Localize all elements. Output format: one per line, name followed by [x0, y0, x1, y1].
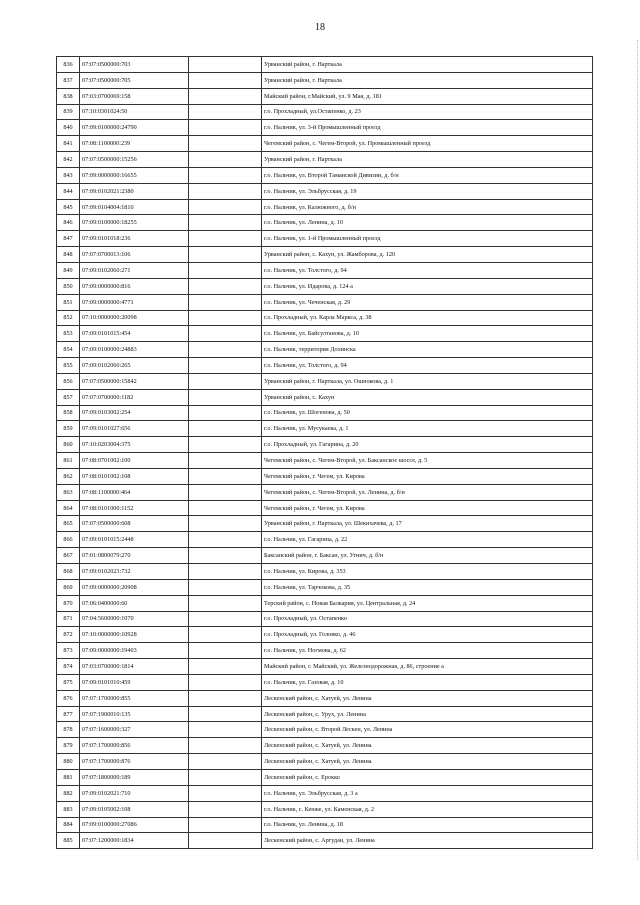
- table-row: [57, 373, 593, 389]
- row-number-cell: 850: [57, 278, 80, 294]
- cadastral-number-cell: 07:08:1100000:464: [80, 484, 189, 500]
- table-row: [57, 801, 593, 817]
- row-number-cell: 873: [57, 643, 80, 659]
- cadastral-number-cell: 07:07:0500000:608: [80, 516, 189, 532]
- cadastral-number-cell: 07:09:0100000:24790: [80, 120, 189, 136]
- cadastral-number-cell: 07:09:0000000:16655: [80, 167, 189, 183]
- row-number-cell: 874: [57, 659, 80, 675]
- table-row: [57, 294, 593, 310]
- table-row: [57, 183, 593, 199]
- address-cell: г.о. Нальчик, ул. Чеченская, д. 29: [262, 294, 593, 310]
- cadastral-number-cell: 07:10:0301024:50: [80, 104, 189, 120]
- row-number-cell: 838: [57, 88, 80, 104]
- cadastral-number-cell: 07:09:0102021:710: [80, 785, 189, 801]
- cadastral-number-cell: 07:04:5600000:1070: [80, 611, 189, 627]
- empty-cell: [189, 88, 262, 104]
- address-cell: г.о. Нальчик, ул. Второй Таманской Дивизии, д. б/н: [262, 167, 593, 183]
- row-number-cell: 884: [57, 817, 80, 833]
- empty-cell: [189, 801, 262, 817]
- address-cell: Лескенский район, с. Ерокко: [262, 769, 593, 785]
- cadastral-number-cell: 07:09:0101010:459: [80, 674, 189, 690]
- row-number-cell: 867: [57, 548, 80, 564]
- address-cell: Урванский район, г. Нарткала, ул. Шекихачева, д. 17: [262, 516, 593, 532]
- cadastral-number-cell: 07:03:0700000:1814: [80, 659, 189, 675]
- address-cell: г.о. Нальчик, ул. Гагарина, д. 22: [262, 532, 593, 548]
- cadastral-number-cell: 07:07:0500000:703: [80, 57, 189, 73]
- address-cell: Чегемский район, с. Чегем-Второй, ул. Ленина, д. б/н: [262, 484, 593, 500]
- empty-cell: [189, 421, 262, 437]
- cadastral-number-cell: 07:09:0000000:19403: [80, 643, 189, 659]
- table-row: [57, 167, 593, 183]
- cadastral-number-cell: 07:09:0101015:2448: [80, 532, 189, 548]
- row-number-cell: 879: [57, 738, 80, 754]
- address-cell: г.о. Нальчик, ул. Калюжного, д. б/н: [262, 199, 593, 215]
- table-row: [57, 57, 593, 73]
- address-cell: г.о. Нальчик, ул. Толстого, д. 94: [262, 262, 593, 278]
- empty-cell: [189, 199, 262, 215]
- row-number-cell: 845: [57, 199, 80, 215]
- cadastral-number-cell: 07:06:0400000:60: [80, 595, 189, 611]
- cadastral-number-cell: 07:01:0800079:270: [80, 548, 189, 564]
- empty-cell: [189, 373, 262, 389]
- row-number-cell: 885: [57, 833, 80, 849]
- cadastral-number-cell: 07:07:0700013:106: [80, 247, 189, 263]
- empty-cell: [189, 72, 262, 88]
- table-row: [57, 120, 593, 136]
- address-cell: Чегемский район, г. Чегем, ул. Кирова: [262, 468, 593, 484]
- cadastral-number-cell: 07:07:0700000:1182: [80, 389, 189, 405]
- table-row: [57, 516, 593, 532]
- table-row: [57, 468, 593, 484]
- row-number-cell: 880: [57, 754, 80, 770]
- row-number-cell: 841: [57, 136, 80, 152]
- address-cell: г.о. Прохладный, ул. Карла Маркса, д. 38: [262, 310, 593, 326]
- empty-cell: [189, 104, 262, 120]
- table-row: [57, 215, 593, 231]
- cadastral-number-cell: 07:07:1900010:135: [80, 706, 189, 722]
- scan-edge-marks: [634, 40, 638, 860]
- row-number-cell: 843: [57, 167, 80, 183]
- address-cell: г.о. Прохладный, ул. Гагарина, д. 20: [262, 437, 593, 453]
- address-cell: Чегемский район, г. Чегем, ул. Кирова: [262, 500, 593, 516]
- address-cell: г.о. Нальчик, ул. Толстого, д. 94: [262, 358, 593, 374]
- cadastral-number-cell: 07:09:0000000:20908: [80, 579, 189, 595]
- row-number-cell: 842: [57, 152, 80, 168]
- cadastral-number-cell: 07:07:1700000:855: [80, 690, 189, 706]
- address-cell: г.о. Прохладный, ул. Остапенко: [262, 611, 593, 627]
- cadastral-number-cell: 07:09:0100000:18255: [80, 215, 189, 231]
- table-row: [57, 262, 593, 278]
- cadastral-number-cell: 07:09:0102060:271: [80, 262, 189, 278]
- row-number-cell: 869: [57, 579, 80, 595]
- table-row: [57, 88, 593, 104]
- empty-cell: [189, 690, 262, 706]
- table-row: [57, 674, 593, 690]
- empty-cell: [189, 484, 262, 500]
- empty-cell: [189, 167, 262, 183]
- address-cell: г.о. Нальчик, ул. Тарчокова, д. 35: [262, 579, 593, 595]
- address-cell: Чегемский район, с. Чегем-Второй, ул. Промышленный проезд: [262, 136, 593, 152]
- row-number-cell: 871: [57, 611, 80, 627]
- address-cell: г.о. Нальчик, ул. Байсултанова, д. 10: [262, 326, 593, 342]
- empty-cell: [189, 294, 262, 310]
- empty-cell: [189, 326, 262, 342]
- table-row: [57, 405, 593, 421]
- cadastral-number-cell: 07:09:0101015:454: [80, 326, 189, 342]
- empty-cell: [189, 468, 262, 484]
- row-number-cell: 870: [57, 595, 80, 611]
- table-row: [57, 310, 593, 326]
- row-number-cell: 851: [57, 294, 80, 310]
- cadastral-number-cell: 07:08:1100000:239: [80, 136, 189, 152]
- row-number-cell: 868: [57, 564, 80, 580]
- row-number-cell: 859: [57, 421, 80, 437]
- address-cell: Терский район, с. Новая Балкария, ул. Центральная, д. 24: [262, 595, 593, 611]
- cadastral-number-cell: 07:09:0102021:2380: [80, 183, 189, 199]
- table-row: [57, 706, 593, 722]
- table-row: [57, 231, 593, 247]
- empty-cell: [189, 785, 262, 801]
- address-cell: Лескенский район, с. Хатуей, ул. Ленина: [262, 738, 593, 754]
- empty-cell: [189, 136, 262, 152]
- empty-cell: [189, 120, 262, 136]
- empty-cell: [189, 595, 262, 611]
- table-row: [57, 437, 593, 453]
- cadastral-number-cell: 07:09:0103002:254: [80, 405, 189, 421]
- empty-cell: [189, 532, 262, 548]
- table-row: [57, 326, 593, 342]
- table-row: [57, 152, 593, 168]
- empty-cell: [189, 611, 262, 627]
- cadastral-number-cell: 07:07:1800000:189: [80, 769, 189, 785]
- address-cell: Лескенский район, с. Второй Лескен, ул. Ленина: [262, 722, 593, 738]
- address-cell: г.о. Нальчик, ул. Ленина, д. 18: [262, 817, 593, 833]
- row-number-cell: 853: [57, 326, 80, 342]
- empty-cell: [189, 722, 262, 738]
- empty-cell: [189, 389, 262, 405]
- empty-cell: [189, 548, 262, 564]
- address-cell: Майский район, г. Майский, ул. Железнодорожная, д. 86, строение а: [262, 659, 593, 675]
- empty-cell: [189, 183, 262, 199]
- row-number-cell: 881: [57, 769, 80, 785]
- cadastral-number-cell: 07:08:0101002:108: [80, 468, 189, 484]
- empty-cell: [189, 659, 262, 675]
- cadastral-number-cell: 07:09:0102060:265: [80, 358, 189, 374]
- row-number-cell: 839: [57, 104, 80, 120]
- table-row: [57, 421, 593, 437]
- table-row: [57, 579, 593, 595]
- empty-cell: [189, 57, 262, 73]
- table-row: [57, 833, 593, 849]
- row-number-cell: 844: [57, 183, 80, 199]
- row-number-cell: 878: [57, 722, 80, 738]
- cadastral-number-cell: 07:07:1200000:1834: [80, 833, 189, 849]
- row-number-cell: 856: [57, 373, 80, 389]
- table-row: [57, 136, 593, 152]
- table-row: [57, 690, 593, 706]
- empty-cell: [189, 833, 262, 849]
- address-cell: г.о. Нальчик, ул. 1-й Промышленный проезд: [262, 231, 593, 247]
- page-number: 18: [315, 22, 325, 33]
- address-cell: Лескенский район, с. Хатуей, ул. Ленина: [262, 690, 593, 706]
- cadastral-number-cell: 07:10:0000000:10928: [80, 627, 189, 643]
- empty-cell: [189, 500, 262, 516]
- address-cell: Урванский район, г. Нарткала: [262, 72, 593, 88]
- table-row: [57, 389, 593, 405]
- cadastral-number-cell: 07:10:0000000:20098: [80, 310, 189, 326]
- row-number-cell: 847: [57, 231, 80, 247]
- empty-cell: [189, 643, 262, 659]
- table-row: [57, 484, 593, 500]
- table-row: [57, 564, 593, 580]
- address-cell: г.о. Прохладный, ул. Головко, д. 46: [262, 627, 593, 643]
- address-cell: г.о. Нальчик, с. Кенже, ул. Каменская, д. 2: [262, 801, 593, 817]
- address-cell: г.о. Нальчик, ул. Ногмова, д. 62: [262, 643, 593, 659]
- cadastral-number-cell: 07:07:0500000:705: [80, 72, 189, 88]
- empty-cell: [189, 453, 262, 469]
- address-cell: Урванский район, г. Нарткала: [262, 57, 593, 73]
- row-number-cell: 882: [57, 785, 80, 801]
- row-number-cell: 865: [57, 516, 80, 532]
- table-row: [57, 342, 593, 358]
- empty-cell: [189, 627, 262, 643]
- table-row: [57, 548, 593, 564]
- address-cell: г.о. Нальчик, ул. Ленина, д. 10: [262, 215, 593, 231]
- row-number-cell: 848: [57, 247, 80, 263]
- empty-cell: [189, 262, 262, 278]
- row-number-cell: 837: [57, 72, 80, 88]
- table-row: [57, 199, 593, 215]
- table-row: [57, 627, 593, 643]
- address-cell: Лескенский район, с. Хатуей, ул. Ленина: [262, 754, 593, 770]
- row-number-cell: 862: [57, 468, 80, 484]
- row-number-cell: 857: [57, 389, 80, 405]
- table-row: [57, 817, 593, 833]
- cadastral-number-cell: 07:09:0100000:24883: [80, 342, 189, 358]
- address-cell: Чегемский район, с. Чегем-Второй, ул. Баксанское шоссе, д. 5: [262, 453, 593, 469]
- cadastral-number-cell: 07:09:0000000:816: [80, 278, 189, 294]
- cadastral-number-cell: 07:09:0101027:656: [80, 421, 189, 437]
- table-row: [57, 453, 593, 469]
- row-number-cell: 836: [57, 57, 80, 73]
- address-cell: г.о. Нальчик, ул. Газовая, д. 10: [262, 674, 593, 690]
- table-row: [57, 643, 593, 659]
- registry-table: [56, 56, 593, 849]
- address-cell: г.о. Нальчик, ул. Эльбрусская, д. 3 а: [262, 785, 593, 801]
- table-row: [57, 358, 593, 374]
- row-number-cell: 858: [57, 405, 80, 421]
- cadastral-number-cell: 07:09:0100000:27086: [80, 817, 189, 833]
- row-number-cell: 846: [57, 215, 80, 231]
- table-row: [57, 611, 593, 627]
- table-row: [57, 785, 593, 801]
- address-cell: г.о. Нальчик, ул. Шогенова, д. 50: [262, 405, 593, 421]
- row-number-cell: 861: [57, 453, 80, 469]
- cadastral-number-cell: 07:03:0700069:158: [80, 88, 189, 104]
- address-cell: Лескенский район, с. Аргудан, ул. Ленина: [262, 833, 593, 849]
- empty-cell: [189, 564, 262, 580]
- cadastral-number-cell: 07:07:0500000:15256: [80, 152, 189, 168]
- empty-cell: [189, 310, 262, 326]
- cadastral-number-cell: 07:09:0101018:236: [80, 231, 189, 247]
- table-row: [57, 738, 593, 754]
- empty-cell: [189, 674, 262, 690]
- cadastral-number-cell: 07:08:0101000:1152: [80, 500, 189, 516]
- empty-cell: [189, 358, 262, 374]
- table-row: [57, 500, 593, 516]
- empty-cell: [189, 231, 262, 247]
- address-cell: г.о. Прохладный, ул.Остапенко, д. 23: [262, 104, 593, 120]
- empty-cell: [189, 817, 262, 833]
- row-number-cell: 854: [57, 342, 80, 358]
- row-number-cell: 855: [57, 358, 80, 374]
- table-row: [57, 659, 593, 675]
- empty-cell: [189, 754, 262, 770]
- row-number-cell: 863: [57, 484, 80, 500]
- address-cell: Урванский район, г. Нарткала, ул. Ошнокова, д. 1: [262, 373, 593, 389]
- row-number-cell: 849: [57, 262, 80, 278]
- empty-cell: [189, 215, 262, 231]
- address-cell: г.о. Нальчик, ул. Мусукаева, д. 1: [262, 421, 593, 437]
- address-cell: Баксанский район, г. Баксан, ул. Угнич, д. б/н: [262, 548, 593, 564]
- table-row: [57, 247, 593, 263]
- empty-cell: [189, 769, 262, 785]
- row-number-cell: 883: [57, 801, 80, 817]
- row-number-cell: 875: [57, 674, 80, 690]
- empty-cell: [189, 405, 262, 421]
- registry-table-body: [57, 57, 593, 849]
- table-row: [57, 722, 593, 738]
- row-number-cell: 877: [57, 706, 80, 722]
- empty-cell: [189, 152, 262, 168]
- empty-cell: [189, 579, 262, 595]
- row-number-cell: 852: [57, 310, 80, 326]
- address-cell: г.о. Нальчик, ул. Кирова, д. 353: [262, 564, 593, 580]
- row-number-cell: 866: [57, 532, 80, 548]
- empty-cell: [189, 342, 262, 358]
- address-cell: г.о. Нальчик, ул. Идарова, д. 124 а: [262, 278, 593, 294]
- table-row: [57, 278, 593, 294]
- table-row: [57, 769, 593, 785]
- address-cell: Майский район, г.Майский, ул. 9 Мая, д. 181: [262, 88, 593, 104]
- cadastral-number-cell: 07:07:1700000:876: [80, 754, 189, 770]
- address-cell: Лескенский район, с. Урух, ул. Ленина: [262, 706, 593, 722]
- empty-cell: [189, 738, 262, 754]
- row-number-cell: 876: [57, 690, 80, 706]
- cadastral-number-cell: 07:09:0102023:732: [80, 564, 189, 580]
- row-number-cell: 872: [57, 627, 80, 643]
- address-cell: г.о. Нальчик, территория Долинска: [262, 342, 593, 358]
- table-row: [57, 532, 593, 548]
- table-row: [57, 595, 593, 611]
- empty-cell: [189, 706, 262, 722]
- row-number-cell: 840: [57, 120, 80, 136]
- address-cell: г.о. Нальчик, ул. Эльбрусская, д. 19: [262, 183, 593, 199]
- empty-cell: [189, 278, 262, 294]
- table-row: [57, 754, 593, 770]
- cadastral-number-cell: 07:08:0701002:100: [80, 453, 189, 469]
- table-row: [57, 104, 593, 120]
- empty-cell: [189, 247, 262, 263]
- cadastral-number-cell: 07:09:0104004:1810: [80, 199, 189, 215]
- cadastral-number-cell: 07:09:0105002:108: [80, 801, 189, 817]
- empty-cell: [189, 437, 262, 453]
- address-cell: Урванский район, с. Кахун, ул. Жамборова, д. 120: [262, 247, 593, 263]
- table-row: [57, 72, 593, 88]
- row-number-cell: 864: [57, 500, 80, 516]
- cadastral-number-cell: 07:09:0000000:4771: [80, 294, 189, 310]
- cadastral-number-cell: 07:07:1600000:327: [80, 722, 189, 738]
- empty-cell: [189, 516, 262, 532]
- address-cell: г.о. Нальчик, ул. 3-й Промышленный проезд: [262, 120, 593, 136]
- cadastral-number-cell: 07:07:0500000:15842: [80, 373, 189, 389]
- address-cell: Урванский район, г. Нарткала: [262, 152, 593, 168]
- address-cell: Урванский район, с. Кахун: [262, 389, 593, 405]
- cadastral-number-cell: 07:10:0203004:375: [80, 437, 189, 453]
- row-number-cell: 860: [57, 437, 80, 453]
- cadastral-number-cell: 07:07:1700000:856: [80, 738, 189, 754]
